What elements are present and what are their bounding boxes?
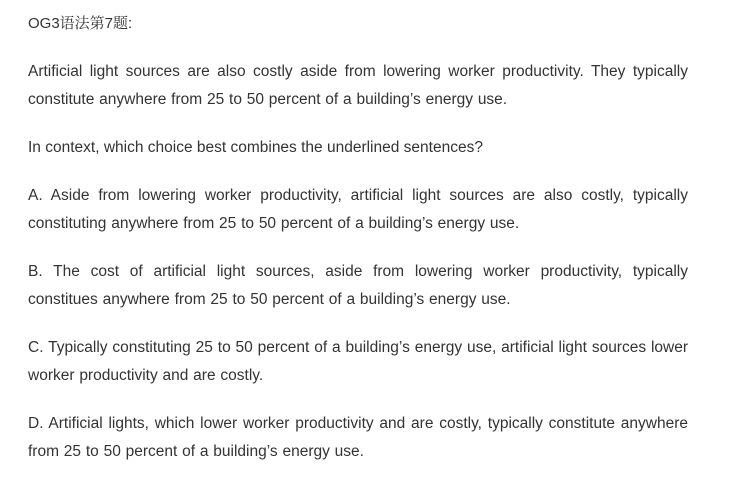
choice-d: D. Artificial lights, which lower worker productivity and are costly, typically constitute anywhere from 25 to 50 percent of a building’s energy use. <box>28 415 688 460</box>
choice-b: B. The cost of artificial light sources, aside from lowering worker productivity, typically constitues anywhere from 25 to 50 percent of a building’s energy use. <box>28 263 688 308</box>
question-title: OG3语法第7题: <box>28 15 133 32</box>
choice-c: C. Typically constituting 25 to 50 percent of a building’s energy use, artificial light sources lower worker productivity and are costly. <box>28 339 688 384</box>
passage-text: Artificial light sources are also costly aside from lowering worker productivity. They typically constitute anywhere from 25 to 50 percent of a building’s energy use. <box>28 63 688 108</box>
question-prompt: In context, which choice best combines the underlined sentences? <box>28 139 483 156</box>
choice-a: A. Aside from lowering worker productivity, artificial light sources are also costly, typically constituting anywhere from 25 to 50 percent of a building’s energy use. <box>28 187 688 232</box>
article-content <box>28 0 688 466</box>
